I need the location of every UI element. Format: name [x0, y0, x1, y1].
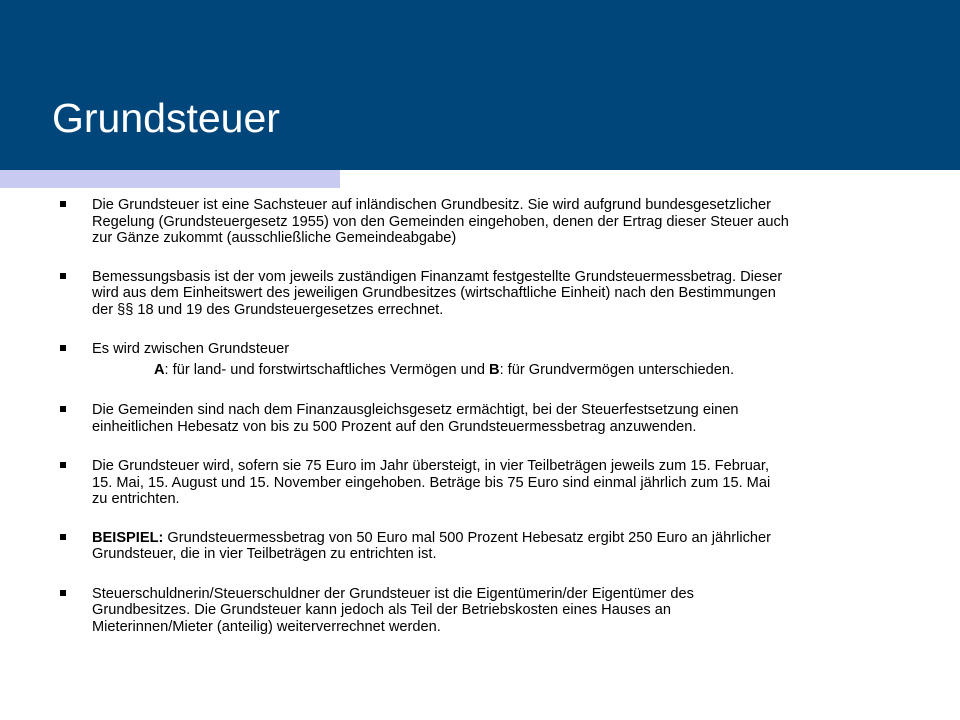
text-line: Grundbesitzes. Die Grundsteuer kann jedoch als Teil der Betriebskosten eines Hauses an — [92, 602, 671, 618]
text-line — [92, 530, 930, 547]
square-bullet-icon — [60, 590, 66, 596]
text-line: der §§ 18 und 19 des Grundsteuergesetzes errechnet. — [92, 301, 444, 318]
text-line: Die Grundsteuer ist eine Sachsteuer auf inländischen Grundbesitz. Sie wird aufgrund bundesgesetzlicher — [92, 197, 772, 213]
text-line: 15. Mai, 15. August und 15. November eingehoben. Beträge bis 75 Euro sind einmal jährlich zum 15. Mai — [92, 474, 771, 491]
text-line: zu entrichten. — [92, 491, 180, 507]
text-line: Regelung (Grundsteuergesetz 1955) von den Gemeinden eingehoben, denen der Ertrag dieser Steuer auch — [92, 213, 789, 230]
label-b: B — [489, 361, 500, 378]
bullet-item-6 — [60, 530, 930, 563]
bullet-item-7 — [60, 586, 930, 636]
text-line: Die Grundsteuer wird, sofern sie 75 Euro im Jahr übersteigt, in vier Teilbeträgen jeweils zum 15. Februar, — [92, 458, 770, 474]
text-line: zur Gänze zukommt (ausschließliche Gemeindeabgabe) — [92, 230, 457, 246]
square-bullet-icon — [60, 406, 66, 412]
bullet-item-5 — [60, 458, 930, 508]
text-line: Es wird zwischen Grundsteuer — [92, 341, 290, 357]
text-line: einheitlichen Hebesatz von bis zu 500 Prozent auf den Grundsteuermessbetrag anzuwenden. — [92, 418, 697, 435]
text-b: : für Grundvermögen unterschieden. — [499, 361, 735, 378]
text-line: Mieterinnen/Mieter (anteilig) weiterverrechnet werden. — [92, 618, 441, 635]
bullet-item-3 — [60, 341, 930, 378]
square-bullet-icon — [60, 462, 66, 468]
text-line: wird aus dem Einheitswert des jeweiligen Grundbesitzes (wirtschaftliche Einheit) nach den Bestimmungen — [92, 285, 776, 301]
text-line: Steuerschuldnerin/Steuerschuldner der Grundsteuer ist die Eigentümerin/der Eigentümer des — [92, 585, 694, 602]
grundsteuer-types-line — [92, 362, 930, 379]
text-line: Grundsteuer, die in vier Teilbeträgen zu entrichten ist. — [92, 546, 437, 562]
text-a: : für land- und forstwirtschaftliches Vermögen und — [164, 361, 490, 378]
square-bullet-icon — [60, 201, 66, 207]
title-banner — [0, 0, 960, 170]
beispiel-text: Grundsteuermessbetrag von 50 Euro mal 500 Prozent Hebesatz ergibt 250 Euro an jährlicher — [163, 529, 771, 546]
slide-title: Grundsteuer — [52, 95, 280, 141]
bullet-item-2 — [60, 269, 930, 319]
label-a: A — [154, 361, 165, 378]
text-line: Bemessungsbasis ist der vom jeweils zuständigen Finanzamt festgestellte Grundsteuermessbetrag. Dieser — [92, 268, 783, 285]
bullet-item-1 — [60, 197, 930, 247]
accent-bar — [0, 170, 340, 188]
bullet-item-4 — [60, 402, 930, 435]
beispiel-label: BEISPIEL: — [92, 529, 164, 546]
bullet-list — [60, 197, 930, 635]
square-bullet-icon — [60, 345, 66, 351]
square-bullet-icon — [60, 273, 66, 279]
square-bullet-icon — [60, 534, 66, 540]
text-line: Die Gemeinden sind nach dem Finanzausgleichsgesetz ermächtigt, bei der Steuerfestsetzung einen — [92, 402, 739, 418]
